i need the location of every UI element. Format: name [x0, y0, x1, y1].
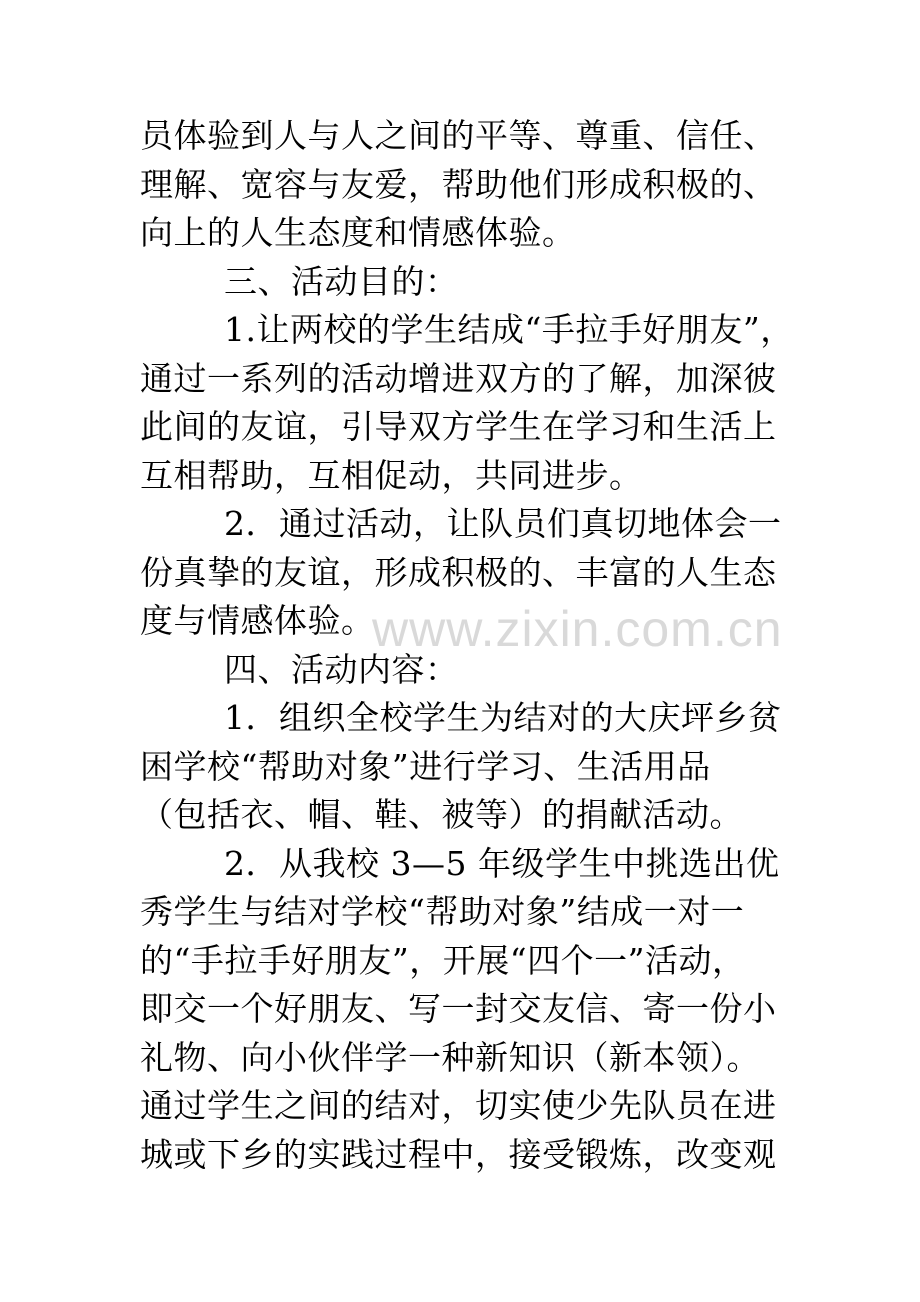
text-line: 份真挚的友谊，形成积极的、丰富的人生态: [140, 552, 777, 592]
text-line: 2．从我校 3—5 年级学生中挑选出优: [224, 843, 780, 883]
text-line: 困学校“帮助对象”进行学习、生活用品: [140, 746, 711, 786]
text-line: 员体验到人与人之间的平等、尊重、信任、: [140, 116, 777, 155]
text-line: 秀学生与结对学校“帮助对象”结成一对一: [140, 892, 745, 931]
text-line: 的“手拉手好朋友”，开展“四个一”活动，: [140, 940, 746, 980]
watermark: www.zixin.com.cn: [372, 601, 783, 657]
text-line: 此间的友谊，引导双方学生在学习和生活上: [140, 407, 777, 446]
text-line: 2．通过活动，让队员们真切地体会一: [224, 504, 782, 543]
text-line: 礼物、向小伙伴学一种新知识（新本领）。: [140, 1037, 760, 1077]
text-line: 度与情感体验。: [140, 601, 375, 640]
section-heading-content: 四、活动内容：: [224, 649, 459, 689]
text-line: （包括衣、帽、鞋、被等）的捐献活动。: [140, 795, 743, 834]
text-line: 通过学生之间的结对，切实使少先队员在进: [140, 1086, 777, 1125]
text-line: 向上的人生态度和情感体验。: [140, 213, 576, 252]
text-line: 城或下乡的实践过程中，接受锻炼，改变观: [140, 1134, 777, 1174]
section-heading-purpose: 三、活动目的：: [224, 261, 459, 301]
text-line: 理解、宽容与友爱，帮助他们形成积极的、: [140, 164, 777, 204]
text-line: 互相帮助，互相促动，共同进步。: [140, 455, 643, 495]
text-line: 通过一系列的活动增进双方的了解，加深彼: [140, 358, 777, 398]
text-line: 1.让两校的学生结成“手拉手好朋友”，: [224, 310, 794, 349]
document-body: [140, 112, 800, 1179]
text-line: 即交一个好朋友、写一封交友信、寄一份小: [140, 989, 777, 1028]
text-line: 1．组织全校学生为结对的大庆坪乡贫: [224, 698, 782, 737]
